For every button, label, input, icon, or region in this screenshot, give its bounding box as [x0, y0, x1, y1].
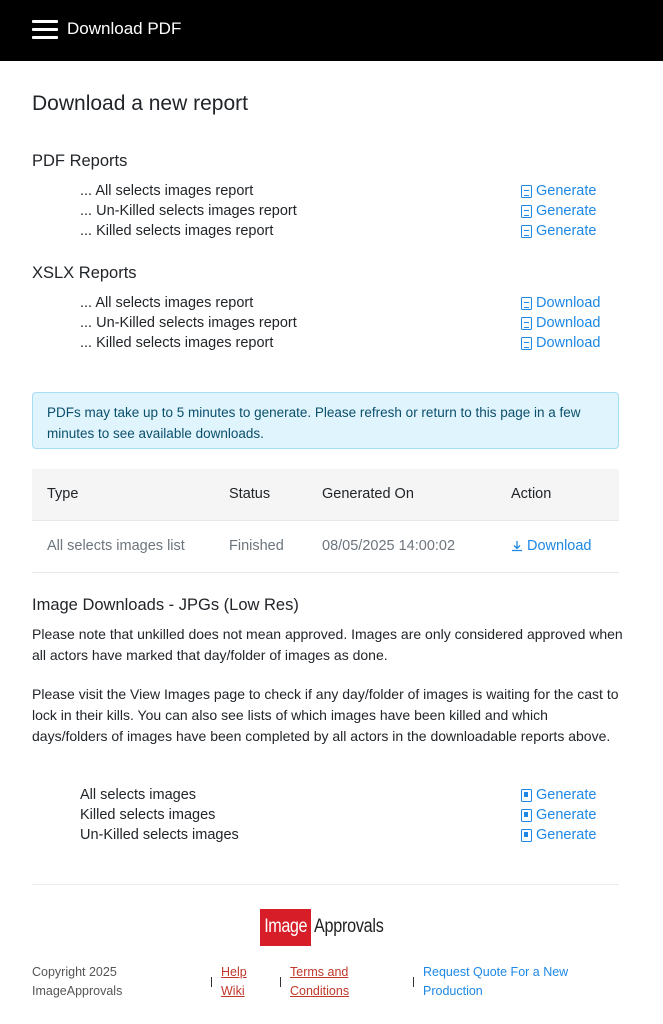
- column-header-action: Action: [511, 486, 552, 502]
- pdf-report-label-unkilled: ... Un-Killed selects images report: [80, 203, 297, 219]
- terms-line2[interactable]: Conditions: [290, 984, 350, 998]
- request-quote-link[interactable]: [423, 963, 568, 1001]
- generate-label: Generate: [536, 203, 597, 219]
- generate-label: Generate: [536, 183, 597, 199]
- download-label: Download: [527, 538, 592, 554]
- image-downloads-info: Please visit the View Images page to check if any day/folder of images is waiting for the cast to lock in their kills. You can also see lists of which images have been killed and which days/folders of images have been completed by all actors in the downloadable reports above.: [32, 686, 619, 744]
- xlsx-reports-title: XSLX Reports: [32, 264, 137, 282]
- quote-line1[interactable]: Request Quote For a New: [423, 965, 569, 979]
- help-wiki-link[interactable]: [221, 963, 247, 1001]
- pdf-generate-all-button[interactable]: [521, 183, 596, 199]
- generate-label: Generate: [536, 223, 597, 239]
- info-alert: PDFs may take up to 5 minutes to generate. Please refresh or return to this page in a few minutes to see available downloads.: [32, 392, 619, 449]
- image-generate-unkilled-button[interactable]: [521, 827, 596, 843]
- help-line2[interactable]: Wiki: [221, 984, 245, 998]
- footer-separator: [211, 977, 212, 987]
- terms-link[interactable]: [290, 963, 349, 1001]
- help-line1[interactable]: Help: [221, 965, 247, 979]
- pdf-generate-killed-button[interactable]: [521, 223, 596, 239]
- image-label-all: All selects images: [80, 787, 197, 803]
- hamburger-menu-icon[interactable]: [32, 20, 58, 40]
- excel-file-icon: [521, 337, 532, 350]
- generate-label: Generate: [536, 827, 597, 843]
- xlsx-report-label-killed: ... Killed selects images report: [80, 335, 274, 351]
- image-downloads-note: Please note that unkilled does not mean approved. Images are only considered approved when all actors have marked that day/folder of images as done.: [32, 626, 623, 663]
- pdf-reports-title: PDF Reports: [32, 152, 128, 170]
- cell-status: Finished: [229, 538, 284, 554]
- generate-label: Generate: [536, 807, 597, 823]
- xlsx-report-label-all: ... All selects images report: [80, 295, 254, 311]
- xlsx-download-unkilled-button[interactable]: [521, 315, 601, 331]
- image-file-icon: [521, 789, 532, 802]
- footer-divider: [32, 884, 619, 885]
- logo-box: Image: [260, 909, 311, 946]
- excel-file-icon: [521, 317, 532, 330]
- xlsx-report-label-unkilled: ... Un-Killed selects images report: [80, 315, 297, 331]
- pdf-generate-unkilled-button[interactable]: [521, 203, 596, 219]
- pdf-file-icon: [521, 185, 532, 198]
- download-label: Download: [536, 335, 601, 351]
- image-generate-killed-button[interactable]: [521, 807, 596, 823]
- pdf-report-label-all: ... All selects images report: [80, 183, 254, 199]
- xlsx-download-all-button[interactable]: [521, 295, 601, 311]
- logo-text: Approvals: [314, 916, 384, 937]
- image-downloads-title: Image Downloads - JPGs (Low Res): [32, 596, 299, 614]
- pdf-file-icon: [521, 205, 532, 218]
- download-icon: [511, 540, 523, 552]
- terms-line1[interactable]: Terms and: [290, 965, 349, 979]
- copyright-line2: ImageApprovals: [32, 984, 123, 998]
- footer-separator: [413, 977, 414, 987]
- image-file-icon: [521, 829, 532, 842]
- download-label: Download: [536, 315, 601, 331]
- brand-logo: [260, 907, 396, 947]
- top-bar: [0, 0, 663, 61]
- xlsx-download-killed-button[interactable]: [521, 335, 601, 351]
- image-label-killed: Killed selects images: [80, 807, 216, 823]
- image-label-unkilled: Un-Killed selects images: [80, 827, 239, 843]
- app-title: Download PDF: [67, 19, 182, 38]
- download-label: Download: [536, 295, 601, 311]
- cell-type: All selects images list: [47, 538, 185, 554]
- excel-file-icon: [521, 297, 532, 310]
- copyright-text: [32, 963, 122, 1001]
- cell-generated-on: 08/05/2025 14:00:02: [322, 538, 456, 554]
- table-header-row: [32, 469, 619, 521]
- table-download-button[interactable]: [511, 538, 592, 554]
- table-row: [32, 521, 619, 573]
- column-header-type: Type: [47, 486, 79, 502]
- footer-separator: [280, 977, 281, 987]
- generate-label: Generate: [536, 787, 597, 803]
- image-file-icon: [521, 809, 532, 822]
- column-header-status: Status: [229, 486, 271, 502]
- quote-line2[interactable]: Production: [423, 984, 483, 998]
- column-header-generated-on: Generated On: [322, 486, 414, 502]
- image-generate-all-button[interactable]: [521, 787, 596, 803]
- copyright-line1: Copyright 2025: [32, 965, 117, 979]
- page-title: Download a new report: [32, 92, 248, 115]
- pdf-report-label-killed: ... Killed selects images report: [80, 223, 274, 239]
- pdf-file-icon: [521, 225, 532, 238]
